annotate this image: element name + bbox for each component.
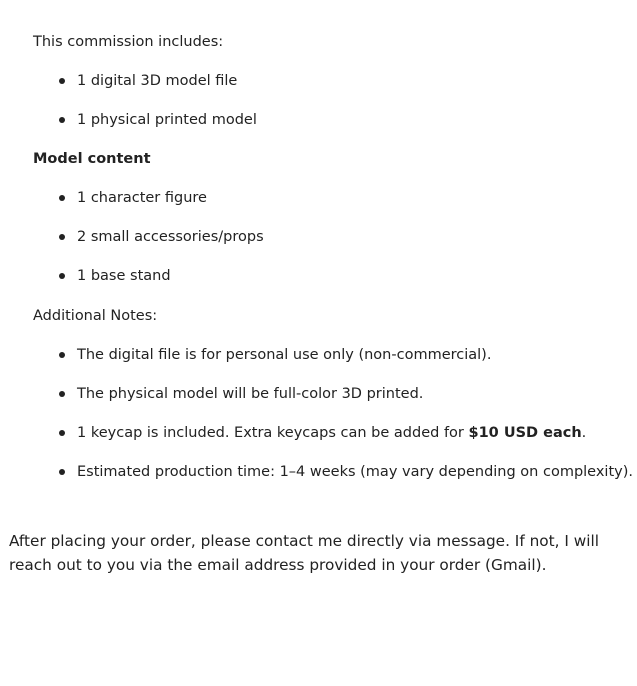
bullet-icon: [59, 195, 65, 201]
list-item-text: 1 character figure: [77, 190, 207, 206]
includes-heading: This commission includes:: [33, 34, 224, 50]
notes-heading: Additional Notes:: [33, 308, 158, 324]
bullet-icon: [59, 391, 65, 397]
contact-paragraph: After placing your order, please contact me directly via message. If not, I will reach out to you via the email address provided in your order (Gmail).: [9, 532, 599, 574]
list-item-text: 1 physical printed model: [77, 112, 257, 128]
list-item-text: The digital file is for personal use only (non-commercial).: [77, 347, 492, 363]
production-time-note: Estimated production time: 1–4 weeks (may vary depending on complexity).: [77, 464, 633, 480]
keycap-note: [77, 423, 586, 443]
keycap-price: $10 USD each: [468, 425, 582, 441]
bullet-icon: [59, 234, 65, 240]
bullet-icon: [59, 469, 65, 475]
keycap-note-end: .: [581, 425, 587, 441]
bullet-icon: [59, 117, 65, 123]
list-item-text: 1 digital 3D model file: [77, 73, 238, 89]
list-item-text: The physical model will be full-color 3D printed.: [77, 386, 424, 402]
model-content-heading: Model content: [33, 151, 151, 167]
bullet-icon: [59, 352, 65, 358]
bullet-icon: [59, 273, 65, 279]
keycap-note-text: 1 keycap is included. Extra keycaps can be added for: [77, 425, 469, 441]
list-item-text: 2 small accessories/props: [77, 229, 264, 245]
list-item-text: 1 base stand: [77, 268, 171, 284]
bullet-icon: [59, 430, 65, 436]
bullet-icon: [59, 78, 65, 84]
